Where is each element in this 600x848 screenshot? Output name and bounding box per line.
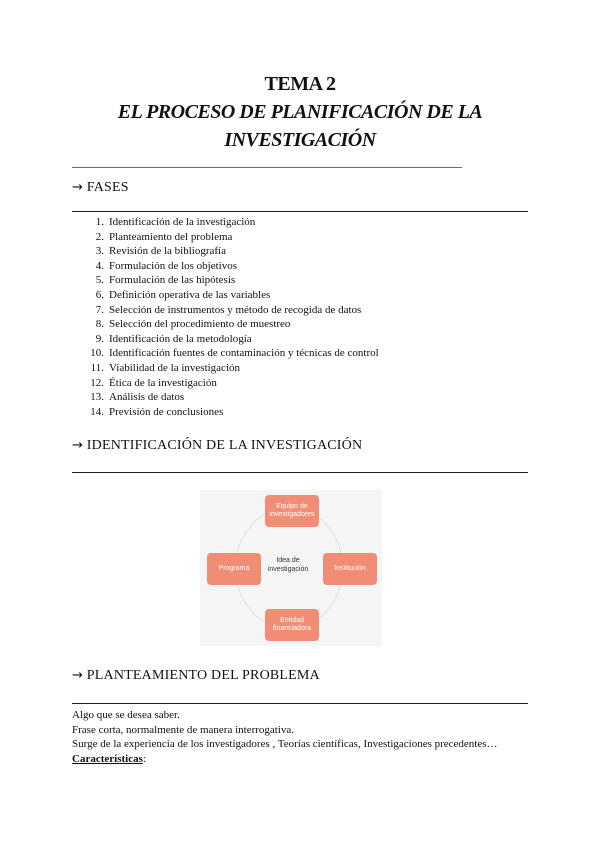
diagram-box-top: Equipo de investigadores — [265, 495, 319, 527]
section-rule-fases — [72, 211, 528, 212]
planteamiento-body — [72, 708, 528, 766]
section-rule-identificacion — [72, 472, 528, 473]
caracteristicas-label: Características — [72, 752, 143, 765]
section-heading-planteamiento — [72, 668, 320, 684]
title-separator: ____________________________________________________________ — [72, 155, 462, 169]
list-item: 1. Identificación de la investigación — [95, 216, 256, 228]
list-item: 7. Selección de instrumentos y método de recogida de datos — [95, 303, 362, 316]
list-item: 3. Revisión de la bibliografía — [95, 245, 226, 258]
arrow-right-icon: → — [72, 180, 84, 195]
title-line-2: INVESTIGACIÓN — [224, 129, 376, 151]
list-item: 11. Viabilidad de la investigación — [90, 361, 240, 374]
section-heading-fases — [72, 180, 129, 196]
list-item: 9. Identificación de la metodología — [95, 332, 252, 345]
list-item: 8. Selección del procedimiento de muestreo — [95, 318, 291, 331]
list-item: 6. Definición operativa de las variables — [95, 288, 271, 301]
title-line-1: EL PROCESO DE PLANIFICACIÓN DE LA — [117, 101, 483, 123]
section-label-identificacion: IDENTIFICACIÓN DE LA INVESTIGACIÓN — [86, 438, 363, 453]
arrow-right-icon: → — [72, 438, 84, 453]
body-line: Frase corta, normalmente de manera interrogativa. — [72, 723, 295, 736]
diagram-box-left: Programa — [207, 553, 261, 585]
research-diagram — [200, 490, 382, 646]
list-item: 12. Ética de la investigación — [90, 376, 217, 389]
list-item: 2. Planteamiento del problema — [95, 230, 233, 243]
diagram-center-label: Idea de investigación — [267, 557, 309, 573]
section-rule-planteamiento — [72, 703, 528, 704]
phases-list — [72, 215, 492, 419]
section-heading-identificacion — [72, 438, 362, 454]
diagram-box-right: Institución — [323, 553, 377, 585]
list-item: 13. Análisis de datos — [90, 391, 185, 404]
body-line: Características: — [72, 752, 146, 765]
list-item: 4. Formulación de los objetivos — [95, 259, 238, 272]
list-item: 5. Formulación de las hipótesis — [95, 274, 236, 287]
body-line: Surge de la experiencia de los investigadores , Teorías científicas, Investigaciones precedentes… — [72, 738, 498, 751]
section-label-planteamiento: PLANTEAMIENTO DEL PROBLEMA — [86, 668, 320, 683]
list-item: 10. Identificación fuentes de contaminación y técnicas de control — [90, 347, 379, 360]
diagram-box-bottom: Entidad financiadora — [265, 609, 319, 641]
body-line: Algo que se desea saber. — [72, 709, 180, 721]
list-item: 14. Previsión de conclusiones — [90, 405, 224, 418]
arrow-right-icon: → — [72, 668, 84, 683]
section-label-fases: FASES — [86, 180, 129, 195]
tema-heading: TEMA 2 — [264, 73, 336, 95]
